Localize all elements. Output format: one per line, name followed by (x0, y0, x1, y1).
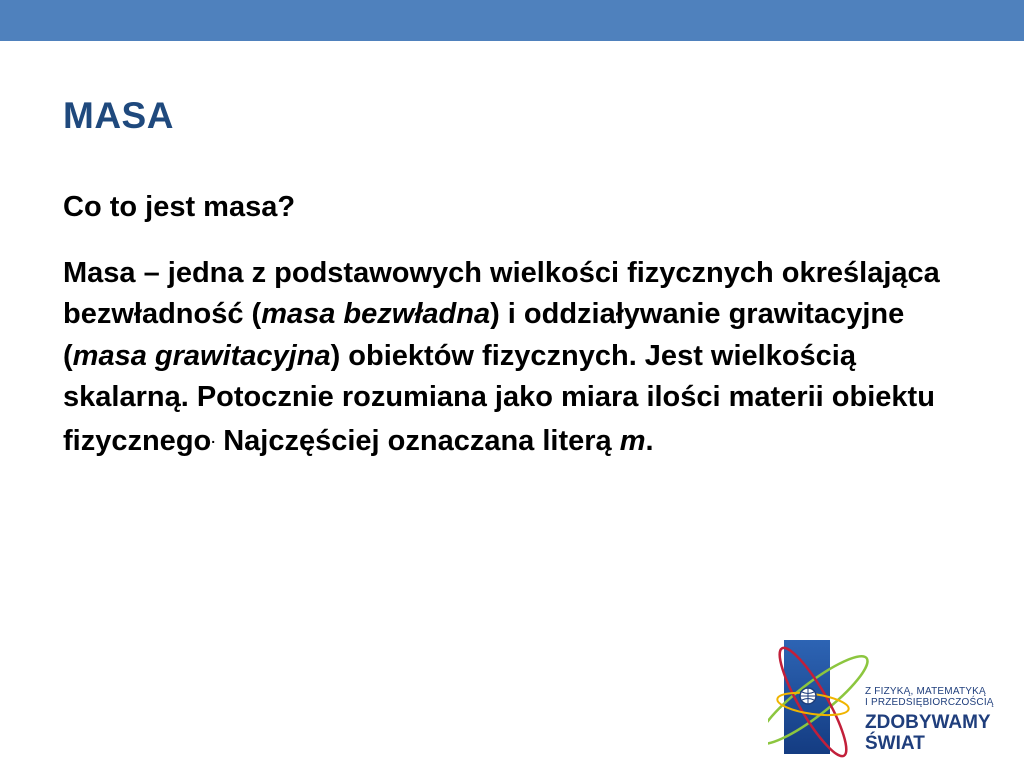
logo-wordmark-line-1: ZDOBYWAMY (865, 712, 991, 733)
definition-text-5: . (645, 425, 654, 458)
definition-italic-symbol: m (619, 425, 646, 458)
project-logo (768, 622, 1024, 768)
slide-title: MASA (63, 95, 174, 136)
logo-caption (865, 686, 994, 754)
definition-text-3: ) obiektów fizycznych. Jest wielkością skalarną. Potocznie rozumiana jako miara ilości materii obiektu fizycznego (63, 339, 935, 458)
top-accent-bar (0, 0, 1024, 41)
definition-small-dot: . (211, 430, 216, 447)
logo-wordmark-line-2: ŚWIAT (865, 733, 925, 754)
logo-tagline-line-1: Z FIZYKĄ, MATEMATYKĄ (865, 686, 986, 697)
definition-text-1: Masa – jedna z podstawowych wielkości fizycznych określająca bezwładność ( (63, 257, 940, 331)
definition-italic-inertial-mass: masa bezwładna (261, 298, 491, 331)
definition-text-2: ) i oddziaływanie grawitacyjne ( (63, 298, 905, 372)
definition-text-4: Najczęściej oznaczana literą (215, 425, 620, 458)
logo-tagline-line-2: I PRZEDSIĘBIORCZOŚCIĄ (865, 697, 994, 708)
definition-paragraph (63, 253, 963, 462)
definition-italic-gravitational-mass: masa grawitacyjna (72, 339, 331, 372)
question-text: Co to jest masa? (63, 191, 296, 223)
